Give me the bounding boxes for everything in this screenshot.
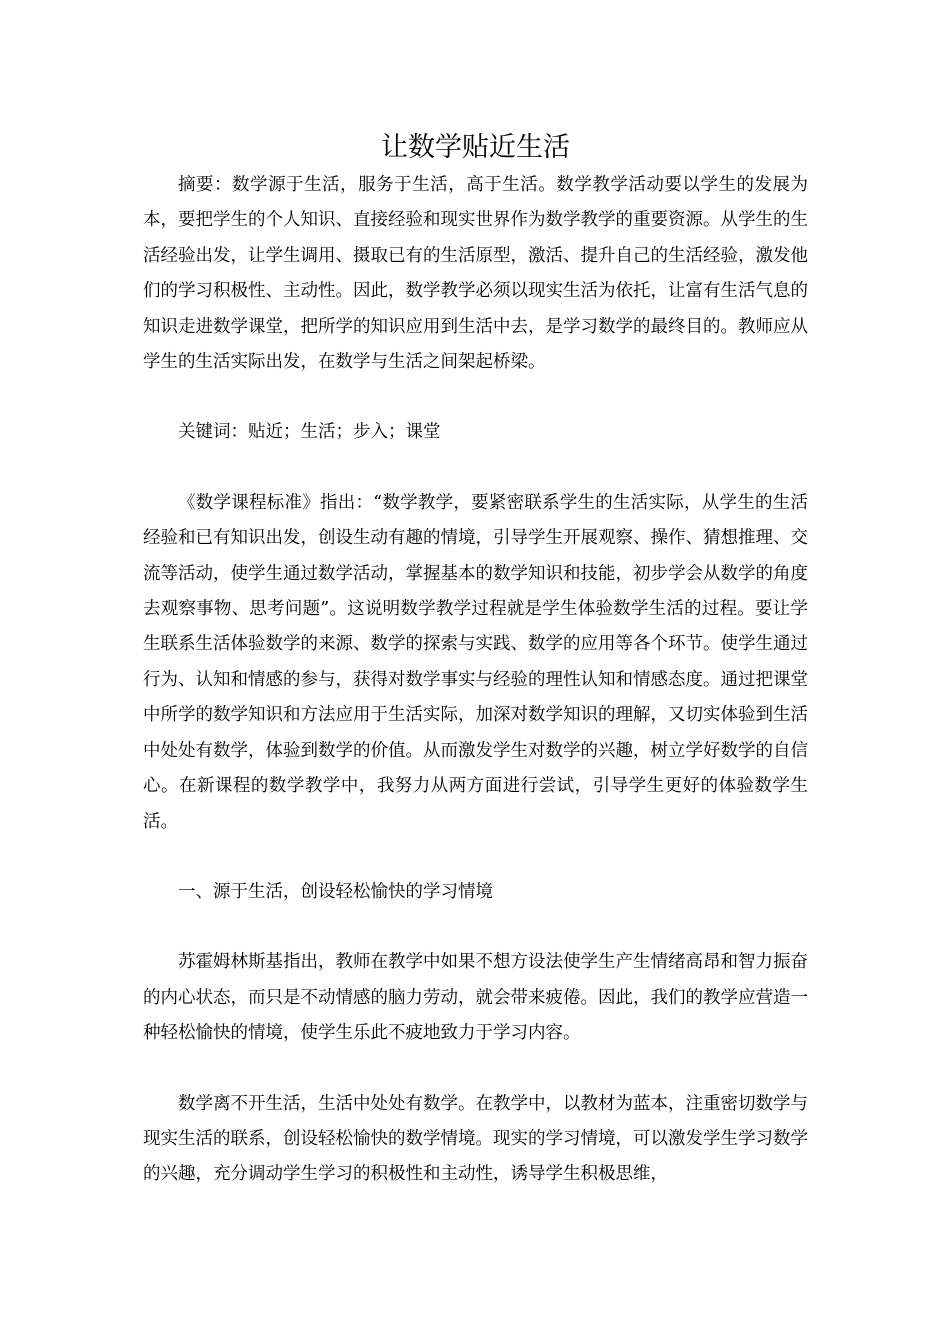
document-body xyxy=(143,128,808,1193)
section-paragraph: 苏霍姆林斯基指出，教师在教学中如果不想方设法使学生产生情绪高昂和智力振奋的内心状态，而只是不动情感的脑力劳动，就会带来疲倦。因此，我们的教学应营造一种轻松愉快的情境，使学生乐此不疲地致力于学习内容。 xyxy=(143,952,808,1044)
paragraph-gap xyxy=(143,1052,808,1087)
section-paragraph: 数学离不开生活，生活中处处有数学。在教学中，以教材为蓝本，注重密切数学与现实生活的联系，创设轻松愉快的数学情境。现实的学习情境，可以激发学生学习数学的兴趣，充分调动学生学习的积极性和主动性，诱导学生积极思维， xyxy=(143,1093,808,1185)
paragraph-gap xyxy=(143,910,808,945)
intro-paragraph: 《数学课程标准》指出：“数学教学，要紧密联系学生的生活实际，从学生的生活经验和已有知识出发，创设生动有趣的情境，引导学生开展观察、操作、猜想推理、交流等活动，使学生通过数学活动，掌握基本的数学知识和技能，初步学会从数学的角度去观察事物、思考问题”。这说明数学教学过程就是学生体验数学生活的过程。要让学生联系生活体验数学的来源、数学的探索与实践、数学的应用等各个环节。使学生通过行为、认知和情感的参与，获得对数学事实与经验的理性认知和情感态度。通过把课堂中所学的数学知识和方法应用于生活实际，加深对数学知识的理解，又切实体验到生活中处处有数学，体验到数学的价值。从而激发学生对数学的兴趣，树立学好数学的自信心。在新课程的数学教学中，我努力从两方面进行尝试，引导学生更好的体验数学生活。 xyxy=(143,492,808,832)
abstract-paragraph: 摘要：数学源于生活，服务于生活，高于生活。数学教学活动要以学生的发展为本，要把学生的个人知识、直接经验和现实世界作为数学教学的重要资源。从学生的生活经验出发，让学生调用、摄取已有的生活原型，激活、提升自己的生活经验，激发他们的学习积极性、主动性。因此，数学教学必须以现实生活为依托，让富有生活气息的知识走进数学课堂，把所学的知识应用到生活中去，是学习数学的最终目的。教师应从学生的生活实际出发，在数学与生活之间架起桥梁。 xyxy=(143,175,808,373)
keywords-line: 关键词：贴近；生活；步入；课堂 xyxy=(178,422,441,443)
paragraph-gap xyxy=(143,380,808,415)
section-heading: 一、源于生活，创设轻松愉快的学习情境 xyxy=(178,881,493,902)
document-title: 让数学贴近生活 xyxy=(381,132,570,163)
paragraph-gap xyxy=(143,451,808,486)
paragraph-gap xyxy=(143,840,808,875)
